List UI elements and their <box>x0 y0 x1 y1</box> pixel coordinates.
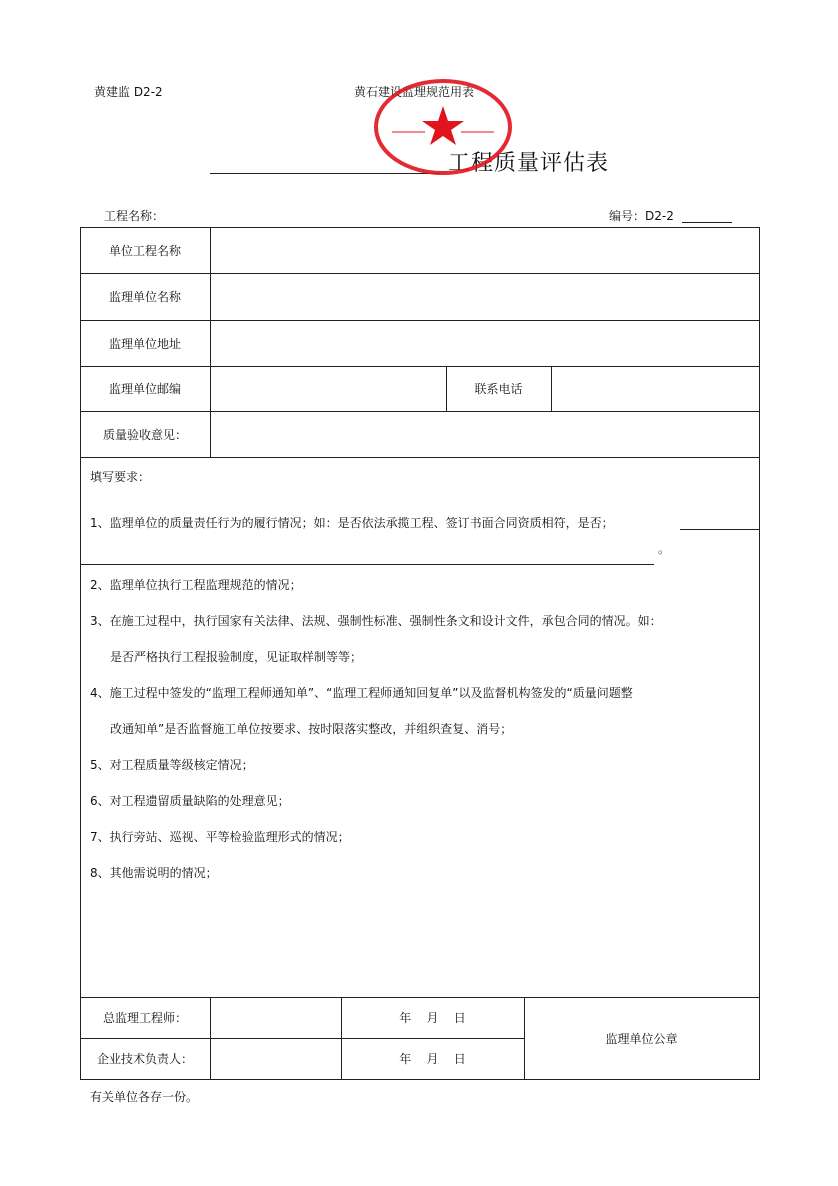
requirement-item: 7、执行旁站、巡视、平等检验监理形式的情况； <box>90 830 350 844</box>
requirement-item: 3、在施工过程中，执行国家有关法律、法规、强制性标准、强制性条文和设计文件，承包合同的情况。如： <box>90 614 662 628</box>
label-quality-opinion: 质量验收意见： <box>102 427 187 442</box>
serial-underline <box>682 222 732 223</box>
footer-note: 有关单位各存一份。 <box>90 1090 199 1104</box>
page-title: 工程质量评估表 <box>448 151 610 176</box>
contact-phone-field[interactable] <box>552 367 758 411</box>
supervisor-name-field[interactable] <box>211 274 758 320</box>
serial-label: 编号：D2-2 <box>609 209 674 223</box>
supervisor-address-field[interactable] <box>211 321 758 366</box>
unit-project-name-field[interactable] <box>211 228 758 273</box>
chief-supervisor-date[interactable]: 年 月 日 <box>399 1011 466 1025</box>
requirement-item: 5、对工程质量等级核定情况； <box>90 758 254 772</box>
official-seal <box>372 76 514 178</box>
label-contact-phone: 联系电话 <box>474 382 523 396</box>
quality-opinion-field[interactable] <box>211 412 758 457</box>
requirement-item: 8、其他需说明的情况； <box>90 866 218 880</box>
requirements-title: 填写要求： <box>90 470 151 484</box>
label-supervisor-address: 监理单位地址 <box>108 336 181 351</box>
requirement-item: 1、监理单位的质量责任行为的履行情况；如：是否依法承揽工程、签订书面合同资质相符，是否； <box>90 516 614 530</box>
label-supervisor-name: 监理单位名称 <box>108 290 181 304</box>
label-chief-supervisor: 总监理工程师： <box>102 1011 187 1025</box>
supervisor-postcode-field[interactable] <box>211 367 446 411</box>
label-technical-director: 企业技术负责人： <box>96 1052 193 1066</box>
chief-supervisor-signature-field[interactable] <box>211 998 341 1038</box>
supervisor-seal-label: 监理单位公章 <box>605 1031 678 1046</box>
requirement-item: 6、对工程遗留质量缺陷的处理意见； <box>90 794 290 808</box>
seal-star-icon <box>422 106 464 145</box>
fill-in-line <box>80 564 654 565</box>
label-unit-project-name: 单位工程名称 <box>108 243 181 258</box>
technical-director-date[interactable]: 年 月 日 <box>399 1052 466 1066</box>
requirement-item: 4、施工过程中签发的“监理工程师通知单”、“监理工程师通知回复单”以及监督机构签发的“质量问题整 <box>90 686 633 700</box>
technical-director-signature-field[interactable] <box>211 1039 341 1079</box>
issuer-text: 黄石建设监理规范用表 <box>354 85 475 99</box>
form-code: 黄建监 D2-2 <box>94 85 163 99</box>
project-name-label: 工程名称： <box>104 209 165 223</box>
label-supervisor-postcode: 监理单位邮编 <box>108 382 181 396</box>
requirement-item: 是否严格执行工程报验制度，见证取样制等等； <box>110 650 363 664</box>
period-mark: 。 <box>658 542 671 556</box>
requirement-item: 2、监理单位执行工程监理规范的情况； <box>90 578 302 592</box>
requirement-item: 改通知单”是否监督施工单位按要求、按时限落实整改，并组织查复、消号； <box>110 722 513 736</box>
fill-in-line <box>680 529 759 530</box>
